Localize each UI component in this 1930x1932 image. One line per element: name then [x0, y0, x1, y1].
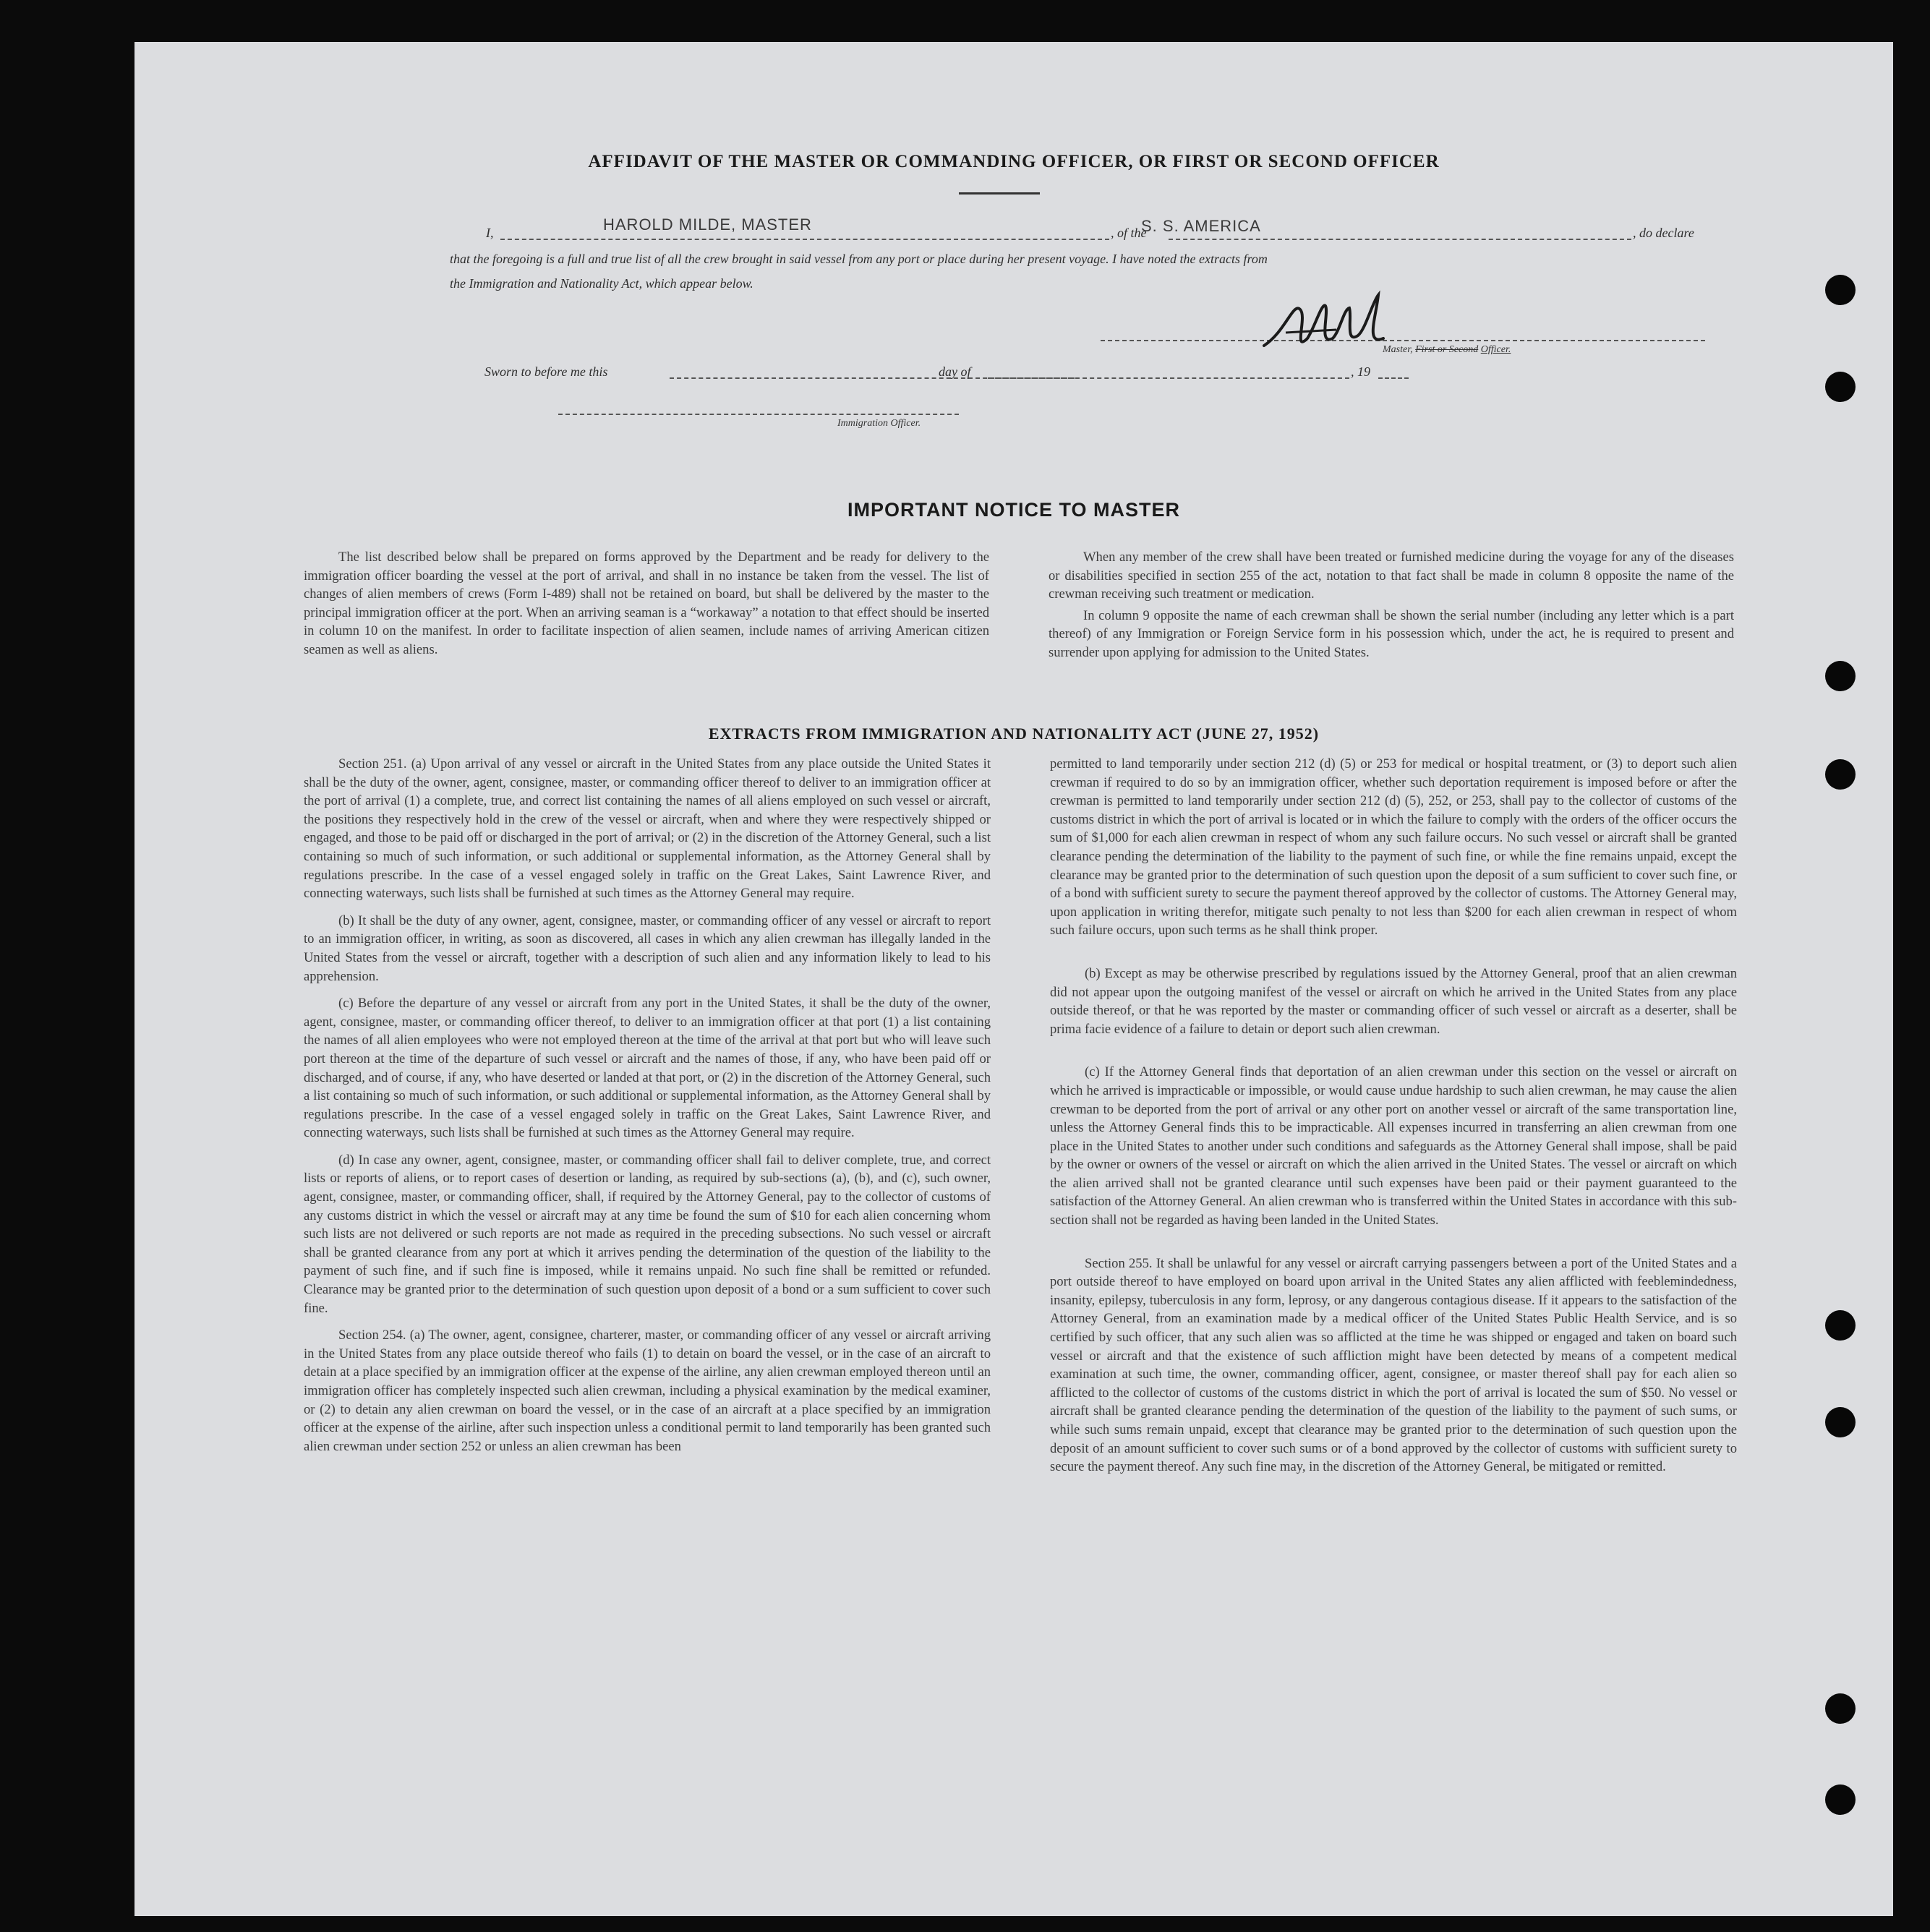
- immigration-officer-label: Immigration Officer.: [837, 418, 921, 429]
- punch-hole: [1825, 1693, 1856, 1724]
- role-master: Master,: [1383, 344, 1413, 355]
- role-struck: First or Second: [1415, 344, 1479, 355]
- year-line: [1378, 377, 1409, 379]
- month-line: [988, 377, 1349, 379]
- extracts-left-column: [304, 755, 991, 1464]
- punch-hole: [1825, 275, 1856, 305]
- declaration-line-3: the Immigration and Nationality Act, which appear below.: [450, 276, 753, 291]
- section-254-c: (c) If the Attorney General finds that deportation of an alien crewman under this section on the vessel or aircraft on which he arrived is impracticable or impossible, or would cause undue hardship to such alien crewman, he may cause the alien crewman to be deported from the port of arrival or any other port on another vessel or aircraft of the same transportation line, unless the Attorney General finds this to be impracticable. All expenses incurred in transferring an alien crewman from one place in the United States to another under such conditions and safeguards as the Attorney General shall impose, shall be paid by the owner or owners of the vessel or aircraft on which the alien arrived in the United States. The vessel or aircraft on which the alien arrived shall not be granted clearance until such expenses have been paid or their payment guaranteed to the satisfaction of the Attorney General. An alien crewman who is transferred within the United States in accordance with this sub-section shall not be regarded as having been landed in the United States.: [1050, 1064, 1737, 1228]
- role-officer: Officer.: [1480, 344, 1511, 355]
- of-the-label: , of the: [1111, 226, 1147, 240]
- punch-hole: [1825, 661, 1856, 691]
- punch-hole: [1825, 1310, 1856, 1341]
- notice-right-column: [1049, 548, 1734, 671]
- declarant-prefix: I,: [486, 226, 494, 240]
- affidavit-title: AFFIDAVIT OF THE MASTER OR COMMANDING OFFICER, OR FIRST OR SECOND OFFICER: [588, 152, 1440, 171]
- punch-hole: [1825, 372, 1856, 402]
- punch-hole: [1825, 759, 1856, 790]
- do-declare-label: , do declare: [1633, 226, 1694, 240]
- section-254-b: (b) Except as may be otherwise prescribed by regulations issued by the Attorney General, proof that an alien crewman did not appear upon the outgoing manifest of the vessel or aircraft on which he arrived in the United States from any place outside thereof, or that he was reported by the master or commanding officer of such vessel or aircraft as a deserter, shall be prima facie evidence of a failure to detain or deport such alien crewman.: [1050, 965, 1737, 1037]
- section-251-c: (c) Before the departure of any vessel or aircraft from any port in the United States, it shall be the duty of the owner, agent, consignee, master, or commanding officer thereof, to deliver to an immigration officer at that port (1) a list containing the names of all alien employees who were not employed thereon at the time of the arrival at that port but who will leave such port thereon at the time of the departure of such vessel or aircraft and the names of those, if any, who have been paid off or discharged, and of course, if any, who have deserted or landed at that port, or (2) in the discretion of the Attorney General, such a list containing so much of such information, or such additional or supplemental information, as the Attorney General shall by regulations prescribe. In the case of a vessel engaged solely in traffic on the Great Lakes, Saint Lawrence River, and connecting waterways, such lists shall be furnished at such times as the Attorney General may require.: [304, 996, 991, 1141]
- extracts-right-column: [1050, 755, 1737, 1485]
- signature-line: [1101, 340, 1705, 341]
- section-251-a: Section 251. (a) Upon arrival of any vessel or aircraft in the United States from any place outside the United States it shall be the duty of the owner, agent, consignee, master, or commanding officer thereof to deliver to an immigration officer at the port of arrival (1) a complete, true, and correct list containing the names of all aliens employed on such vessel or aircraft, the positions they respectively hold in the crew of the vessel or aircraft, when and where they were respectively shipped or engaged, and those to be paid off or discharged in the port of arrival; or (2) in the discretion of the Attorney General, such a list containing so much of such information, or such additional or supplemental information, as the Attorney General shall by regulations prescribe. In the case of a vessel engaged solely in traffic on the Great Lakes, Saint Lawrence River, and connecting waterways, such lists shall be furnished at such times as the Attorney General may require.: [304, 756, 991, 902]
- punch-hole: [1825, 1407, 1856, 1437]
- officer-signature-line: [558, 414, 959, 415]
- day-of-label: day of: [939, 364, 971, 379]
- notice-left-column: [304, 548, 989, 668]
- section-255: Section 255. It shall be unlawful for any vessel or aircraft carrying passengers between a port of the United States and a port outside thereof to have employed on board upon arrival in the United States any alien afflicted with feeblemindedness, insanity, epilepsy, tuberculosis in any form, leprosy, or any dangerous contagious disease. If it appears to the satisfaction of the Attorney General, from an examination made by a medical officer of the United States Public Health Service, and is so certified by such officer, that any such alien was so afflicted at the time he was shipped or engaged and taken on board such vessel or aircraft and that the existence of such affliction might have been detected by means of a competent medical examination at such time, the owner, commanding officer, agent, consignee, or master thereof shall pay for each alien so afflicted to the collector of customs of the customs district in which the port of arrival is located the sum of $50. No vessel or aircraft shall be granted clearance pending the determination of the question of the liability to the payment of such sums, or while such sums remain unpaid, except that clearance may be granted prior to the determination of such question upon the deposit of an amount sufficient to cover such sums or of a bond approved by the collector of customs with sufficient surety to secure the payment thereof. Any such fine may, in the discretion of the Attorney General, be mitigated or remitted.: [1050, 1255, 1737, 1475]
- punch-hole: [1825, 1784, 1856, 1815]
- document-page: [134, 42, 1893, 1916]
- notice-left-paragraph: The list described below shall be prepared on forms approved by the Department and be ready for delivery to the immigration officer boarding the vessel at the port of arrival, and shall in no instance be taken from the vessel. The list of changes of alien members of crews (Form I-489) shall not be retained on board, but shall be delivered by the master to the principal immigration officer at the port. When an arriving seaman is a “workaway” a notation to that effect should be inserted in column 10 on the manifest. In order to facilitate inspection of alien seamen, include names of arriving American citizen seamen as well as aliens.: [304, 550, 989, 657]
- master-signature: [1257, 288, 1401, 360]
- extracts-title: EXTRACTS FROM IMMIGRATION AND NATIONALITY ACT (JUNE 27, 1952): [708, 724, 1320, 743]
- section-254-a-continued: permitted to land temporarily under section 212 (d) (5) or 253 for medical or hospital treatment, or (3) to deport such alien crewman if required to do so by an immigration officer, whether such deportation requirement is imposed before or after the crewman is permitted to land temporarily under section 212 (d) (5), 252, or 253, shall pay to the collector of customs of the customs district in which the port of arrival is located or in which the failure to comply with the orders of the officer occurs the sum of $1,000 for each alien crewman in respect of whom any such failure occurs. No such vessel or aircraft shall be granted clearance pending the determination of the liability to the payment of such fine, or while the fine remains unpaid, except the clearance may be granted prior to the determination of such question upon the deposit of a sum sufficient to cover such fine, or of a bond with sufficient surety to secure the payment thereof approved by the collector of customs. The Attorney General may, upon application in writing therefor, mitigate such penalty to not less than $200 for each alien crewman in respect of whom such failure occurs, upon such terms as he shall think proper.: [1050, 756, 1737, 939]
- section-254-a: Section 254. (a) The owner, agent, consignee, charterer, master, or commanding officer of any vessel or aircraft arriving in the United States from any place outside thereof who fails (1) to detain on board the vessel, or in the case of an aircraft to detain at a place specified by an immigration officer at the expense of the airline, any alien crewman employed thereon until an immigration officer has completely inspected such alien crewman, including a physical examination by the medical examiner, or (2) to detain any alien crewman on board the vessel, or in the case of an aircraft at a place specified by an immigration officer at the expense of the airline, after such inspection unless a conditional permit to land temporarily has been granted such alien crewman under section 252 or unless an alien crewman has been: [304, 1328, 991, 1454]
- title-underline: [959, 192, 1040, 195]
- year-label: , 19: [1351, 364, 1370, 379]
- notice-title: IMPORTANT NOTICE TO MASTER: [847, 499, 1180, 521]
- section-251-d: (d) In case any owner, agent, consignee, master, or commanding officer shall fail to deliver complete, true, and correct lists or reports of aliens, or to report cases of desertion or landing, as required by sub-sections (a), (b), and (c), such owner, agent, consignee, master, or commanding officer, shall, if required by the Attorney General, pay to the collector of customs of any customs district in which the vessel or aircraft may at any time be found the sum of $10 for each alien concerning whom such lists are not delivered or such reports are not made as required in the preceding subsections. No such vessel or aircraft shall be granted clearance from any port at which it arrives pending the determination of the question of the liability to the payment of such fine, and if such fine is imposed, while it remains unpaid. No such fine shall be remitted or refunded. Clearance may be granted prior to the determination of such question upon deposit of a bond or a sum sufficient to cover such fine.: [304, 1152, 991, 1316]
- section-251-b: (b) It shall be the duty of any owner, agent, consignee, master, or commanding officer of any vessel or aircraft to report to an immigration officer, in writing, as soon as discovered, all cases in which any alien crewman has illegally landed in the United States from the vessel or aircraft, together with a description of such alien and any information likely to lead to his apprehension.: [304, 912, 991, 984]
- vessel-line: [1169, 239, 1631, 240]
- notice-right-paragraph-1: When any member of the crew shall have been treated or furnished medicine during the voyage for any of the diseases or disabilities specified in section 255 of the act, notation to that fact shall be made in column 8 opposite the name of the crewman receiving such treatment or medication.: [1049, 550, 1734, 602]
- name-line: [500, 239, 1109, 240]
- sworn-label: Sworn to before me this: [484, 364, 608, 379]
- declaration-line-2: that the foregoing is a full and true list of all the crew brought in said vessel from any port or place during her present voyage. I have noted the extracts from: [450, 252, 1268, 266]
- declarant-name: HAROLD MILDE, MASTER: [603, 215, 812, 234]
- signature-role: [1383, 344, 1511, 356]
- vessel-name: S. S. AMERICA: [1141, 217, 1261, 235]
- notice-right-paragraph-2: In column 9 opposite the name of each crewman shall be shown the serial number (including any letter which is a part thereof) of any Immigration or Foreign Service form in his possession which, under the act, he is required to present and surrender upon applying for admission to the United States.: [1049, 607, 1734, 660]
